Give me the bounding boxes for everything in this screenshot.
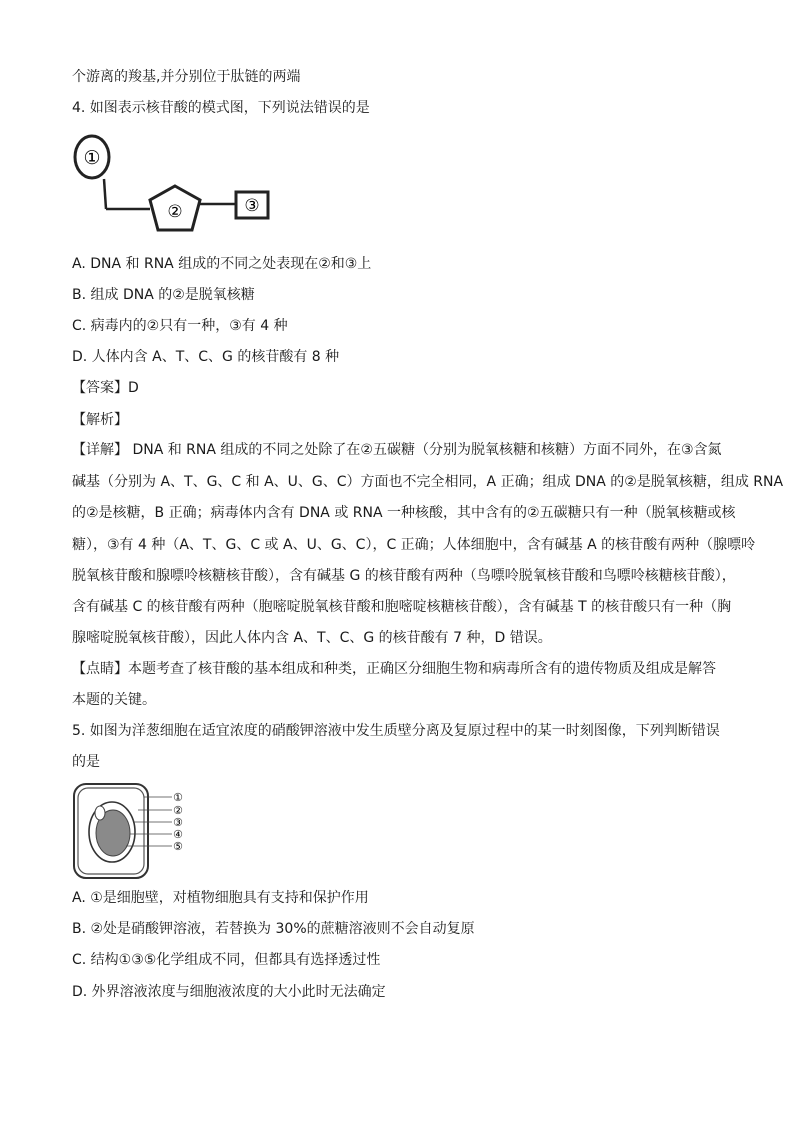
fig2-label-4: ④	[173, 828, 183, 841]
detail-line-2: 碱基（分别为 A、T、G、C 和 A、U、G、C）方面也不完全相同，A 正确；组成 DNA 的②是脱氧核糖，组成 RNA	[72, 474, 784, 490]
analysis-label: 【解析】	[72, 412, 128, 428]
label-3: ③	[244, 196, 260, 216]
question-5-option-a: A. ①是细胞壁，对植物细胞具有支持和保护作用	[72, 890, 369, 906]
detail-line-3: 的②是核糖，B 正确；病毒体内含有 DNA 或 RNA 一种核酸，其中含有的②五碳糖只有一种（脱氧核糖或核	[72, 505, 736, 521]
comment-line-1: 【点睛】本题考查了核苷酸的基本组成和种类，正确区分细胞生物和病毒所含有的遗传物质及组成是解答	[72, 661, 716, 677]
nucleus	[95, 806, 105, 820]
plasmolysis-cell-figure	[72, 782, 192, 882]
question-5-option-c: C. 结构①③⑤化学组成不同，但都具有选择透过性	[72, 952, 381, 968]
fig2-label-5: ⑤	[173, 840, 183, 853]
question-4-option-b: B. 组成 DNA 的②是脱氧核糖	[72, 287, 255, 303]
detail-line-4: 糖），③有 4 种（A、T、G、C 或 A、U、G、C），C 正确；人体细胞中，含有碱基 A 的核苷酸有两种（腺嘌呤	[72, 537, 756, 553]
question-4-option-c: C. 病毒内的②只有一种，③有 4 种	[72, 318, 288, 334]
line-prev-ending: 个游离的羧基,并分别位于肽链的两端	[72, 69, 301, 85]
question-5-stem-line-2: 的是	[72, 754, 100, 770]
question-5-stem-line-1: 5. 如图为洋葱细胞在适宜浓度的硝酸钾溶液中发生质壁分离及复原过程中的某一时刻图像，下列判断错误	[72, 723, 720, 739]
detail-line-7: 腺嘧啶脱氧核苷酸），因此人体内含 A、T、C、G 的核苷酸有 7 种，D 错误。	[72, 630, 552, 646]
question-5-option-d: D. 外界溶液浓度与细胞液浓度的大小此时无法确定	[72, 984, 386, 1000]
question-4-option-a: A. DNA 和 RNA 组成的不同之处表现在②和③上	[72, 256, 372, 272]
question-4-option-d: D. 人体内含 A、T、C、G 的核苷酸有 8 种	[72, 349, 340, 365]
question-5-option-b: B. ②处是硝酸钾溶液，若替换为 30%的蔗糖溶液则不会自动复原	[72, 921, 475, 937]
answer-label: 【答案】D	[72, 380, 139, 396]
label-2: ②	[167, 202, 183, 222]
detail-line-1: 【详解】 DNA 和 RNA 组成的不同之处除了在②五碳糖（分别为脱氧核糖和核糖）方面不同外，在③含氮	[72, 442, 722, 458]
fig2-label-2: ②	[173, 804, 183, 817]
question-4-stem: 4. 如图表示核苷酸的模式图，下列说法错误的是	[72, 100, 370, 116]
comment-line-2: 本题的关键。	[72, 692, 156, 708]
nucleotide-model-figure	[70, 134, 270, 234]
label-1: ①	[83, 147, 101, 169]
fig2-label-1: ①	[173, 791, 183, 804]
connector-line-1	[104, 179, 106, 209]
detail-line-6: 含有碱基 C 的核苷酸有两种（胞嘧啶脱氧核苷酸和胞嘧啶核糖核苷酸），含有碱基 T 的核苷酸只有一种（胸	[72, 599, 732, 615]
fig2-label-3: ③	[173, 816, 183, 829]
detail-line-5: 脱氧核苷酸和腺嘌呤核糖核苷酸），含有碱基 G 的核苷酸有两种（鸟嘌呤脱氧核苷酸和鸟嘌呤核糖核苷酸），	[72, 568, 736, 584]
